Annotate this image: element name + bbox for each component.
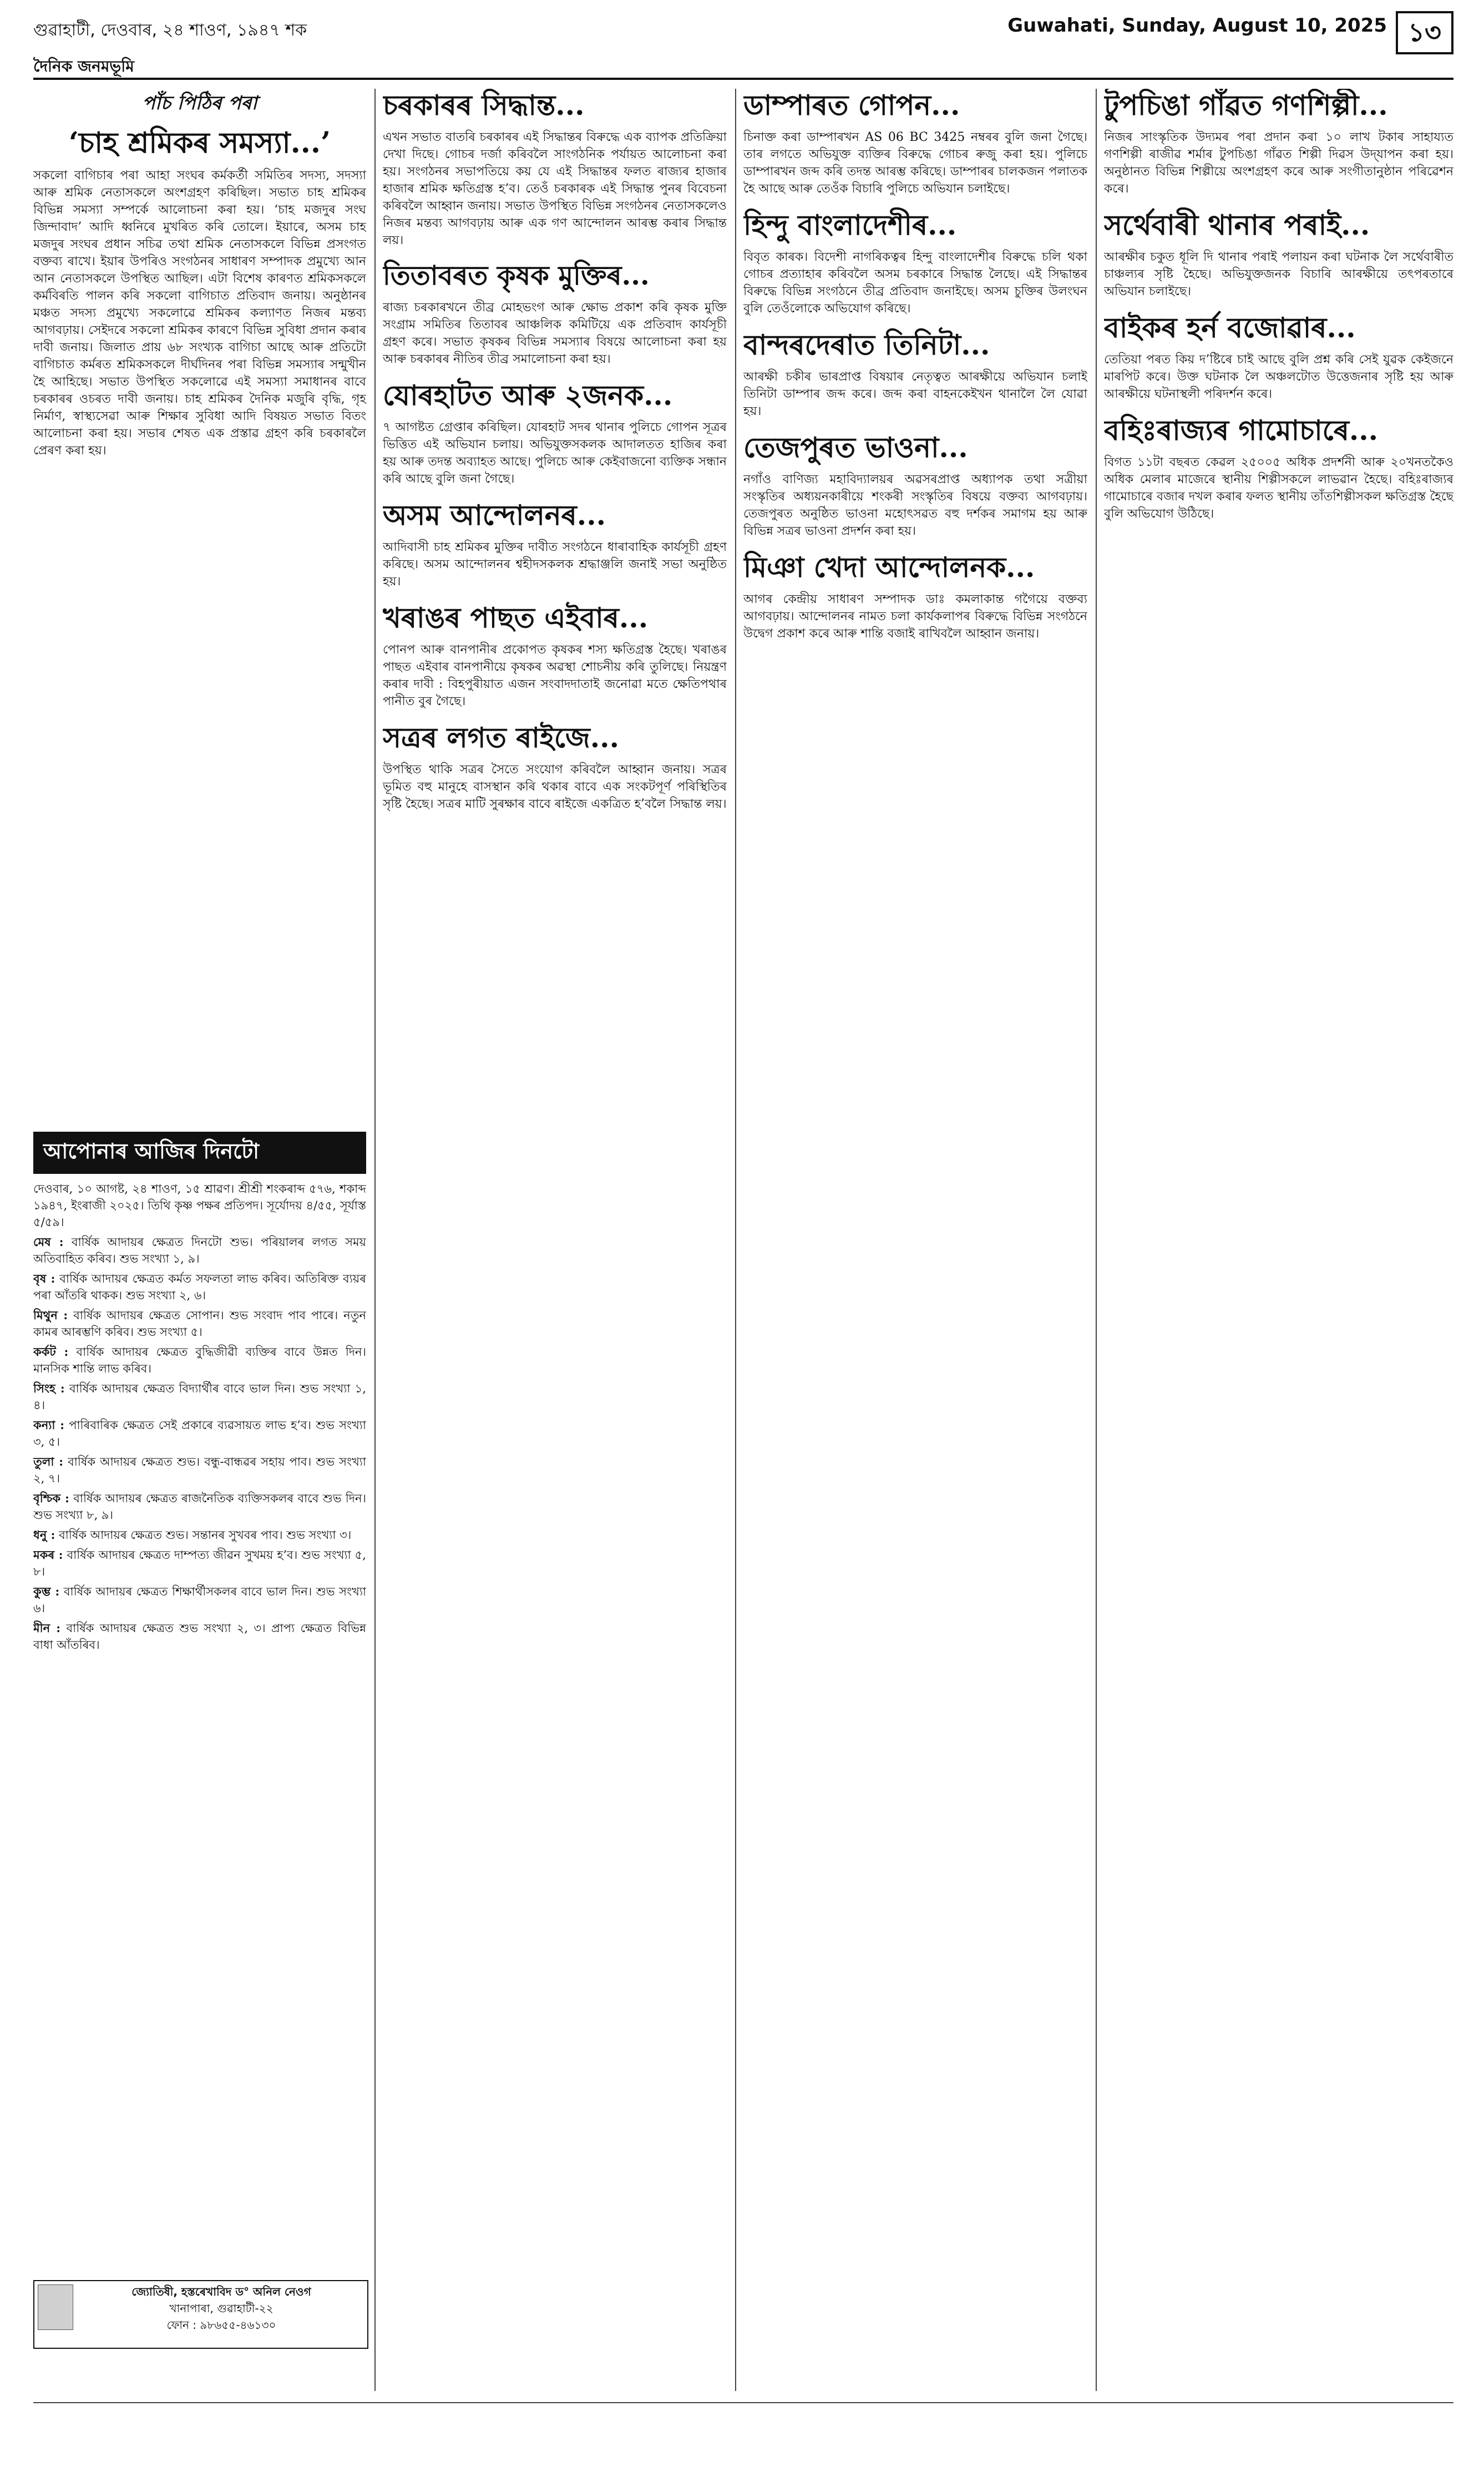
headline: তেজপুৰত ভাওনা... [743,431,968,464]
zodiac-text: বাৰ্ষিক আদায়ৰ ক্ষেত্ৰত শুভ। বন্ধু-বান্ধৱৰ সহায় পাব। শুভ সংখ্যা ২, ৭। [33,1455,366,1485]
zodiac-text: পাৰিবাৰিক ক্ষেত্ৰত সেই প্ৰকাৰে ব্যৱসায়ত লাভ হ’ব। শুভ সংখ্যা ৩, ৫। [33,1419,366,1448]
zodiac-text: বাৰ্ষিক আদায়ৰ ক্ষেত্ৰত শুভ। সন্তানৰ সুখবৰ পাব। শুভ সংখ্যা ৩। [59,1528,352,1542]
zodiac-text: বাৰ্ষিক আদায়ৰ ক্ষেত্ৰত কৰ্মত সফলতা লাভ কৰিব। অতিৰিক্ত ব্যয়ৰ পৰা আঁতৰি থাকক। শুভ সংখ্যা ২, ৬। [33,1272,366,1302]
article-body: ৰাজ্য চৰকাৰখনে তীব্ৰ মোহভংগ আৰু ক্ষোভ প্ৰকাশ কৰি কৃষক মুক্তি সংগ্ৰাম সমিতিৰ তিতাবৰ আঞ্চলিক কমিটিয়ে এক প্ৰতিবাদ কাৰ্যসূচী গ্ৰহণ কৰে। সভাত কৃষকৰ বিভিন্ন সমস্যাৰ বিষয়ে আলোচনা কৰা হয় আৰু চৰকাৰৰ নীতিৰ তীব্ৰ সমালোচনা কৰা হয়। [383,300,727,366]
article-body: চিনাক্ত কৰা ডাম্পাৰখন AS 06 BC 3425 নম্বৰৰ বুলি জনা গৈছে। তাৰ লগতে অভিযুক্ত ব্যক্তিৰ বিৰুদ্ধে গোচৰ ৰুজু কৰা হয়। পুলিচে ডাম্পাৰখন জব্দ কৰি তদন্ত আৰম্ভ কৰিছে। ডাম্পাৰৰ চালকজন পলাতক হৈ আছে আৰু তেওঁক বিচাৰি পুলিচে অভিযান চলাইছে। [743,130,1087,196]
col4-stories [1104,89,1453,2391]
zodiac-text: বাৰ্ষিক আদায়ৰ ক্ষেত্ৰত বুদ্ধিজীৱী ব্যক্তিৰ বাবে উন্নত দিন। মানসিক শান্তি লাভ কৰিব। [33,1345,366,1375]
headline: হিন্দু বাংলাদেশীৰ... [743,209,957,241]
headline: সত্ৰৰ লগত ৰাইজে... [383,721,619,754]
headline: অসম আন্দোলনৰ... [383,498,606,531]
headline: বহিঃৰাজ্যৰ গামোচাৰে... [1104,414,1379,447]
article-body: নিজৰ সাংস্কৃতিক উদ্যমৰ পৰা প্ৰদান কৰা ১০ লাখ টকাৰ সাহায্যত গণশিল্পী ৰাজীৱ শৰ্মাৰ টুপচিঙা গাঁৱত শিল্পী দিৱস উদ্‌যাপন কৰা হয়। অনুষ্ঠানত বিভিন্ন শিল্পীয়ে অংশগ্ৰহণ কৰে আৰু সংগীতানুষ্ঠান পৰিৱেশন কৰে। [1104,130,1453,196]
zodiac-sign: কুম্ভ : [33,1584,60,1598]
zodiac-sign: মকৰ : [33,1548,63,1562]
newspaper-name: দৈনিক জনমভূমি [33,57,134,75]
horoscope-item [33,1547,366,1580]
zodiac-sign: বৃশ্চিক : [33,1491,69,1505]
column-divider [1096,89,1097,2391]
horoscope-item [33,1344,366,1377]
right-dateline: Guwahati, Sunday, August 10, 2025 [1007,14,1387,37]
zodiac-sign: বৃষ : [33,1272,55,1285]
astrologer-photo [38,2284,73,2330]
zodiac-text: বাৰ্ষিক আদায়ৰ ক্ষেত্ৰত ৰাজনৈতিক ব্যক্তিসকলৰ বাবে শুভ দিন। শুভ সংখ্যা ৮, ৯। [33,1492,366,1522]
zodiac-text: বাৰ্ষিক আদায়ৰ ক্ষেত্ৰত দিনটো শুভ। পৰিয়ালৰ লগত সময় অতিবাহিত কৰিব। শুভ সংখ্যা ১, ৯। [33,1235,366,1265]
article-body: আগৰ কেন্দ্ৰীয় সাধাৰণ সম্পাদক ডাঃ কমলাকান্ত গগৈয়ে বক্তব্য আগবঢ়ায়। আন্দোলনৰ নামত চলা কাৰ্যকলাপৰ বিৰুদ্ধে বিভিন্ন সংগঠনে উদ্বেগ প্ৰকাশ কৰে আৰু শান্তি বজাই ৰাখিবলৈ আহ্বান জনায়। [743,592,1087,641]
horoscope-item [33,1417,366,1450]
article-body: পোনপ আৰু বানপানীৰ প্ৰকোপত কৃষকৰ শস্য ক্ষতিগ্ৰস্ত হৈছে। খৰাঙৰ পাছত এইবাৰ বানপানীয়ে কৃষকৰ অৱস্থা শোচনীয় কৰি তুলিছে। নিয়ন্ত্ৰণ কৰাৰ দাবী : বিহপুৰীয়াত এজন সংবাদদাতাই জনোৱা মতে ক্ষেতিপথাৰ পানীত বুৰ গৈছে। [383,642,727,708]
zodiac-sign: ধনু : [33,1528,55,1542]
page-number: ১৩ [1396,11,1453,54]
zodiac-text: বাৰ্ষিক আদায়ৰ ক্ষেত্ৰত সোপান। শুভ সংবাদ পাব পাৰে। নতুন কামৰ আৰম্ভণি কৰিব। শুভ সংখ্যা ৫। [33,1309,366,1339]
footer-rule [33,2402,1453,2403]
zodiac-sign: মীন : [33,1621,61,1635]
col3-stories [743,89,1087,2391]
horoscope-heading: আপোনাৰ আজিৰ দিনটো [33,1132,366,1174]
headline: ‘চাহ শ্ৰমিকৰ সমস্যা...’ [68,126,331,160]
col2-stories [383,89,727,2391]
article-body: আৰক্ষীৰ চকুত ধূলি দি থানাৰ পৰাই পলায়ন কৰা ঘটনাক লৈ সৰ্থেবাৰীত চাঞ্চল্যৰ সৃষ্টি হৈছে। অভিযুক্তজনক বিচাৰি আৰক্ষীয়ে তৎপৰতাৰে অভিযান চলাইছে। [1104,250,1453,298]
zodiac-text: বাৰ্ষিক আদায়ৰ ক্ষেত্ৰত বিদ্যাৰ্থীৰ বাবে ভাল দিন। শুভ সংখ্যা ১, ৪। [33,1382,366,1412]
article-body: বিগত ১১টা বছৰত কেৱল ২৫০০৫ অধিক প্ৰদৰ্শনী আৰু ২০খনতকৈও অধিক মেলাৰ মাজেৰে স্থানীয় শিল্পীসকলে লাভৱান হৈছে। বহিঃৰাজ্যৰ গামোচাৰে বজাৰ দখল কৰাৰ ফলত স্থানীয় তাঁতশিল্পীসকল ক্ষতিগ্ৰস্ত হৈছে বুলি অভিযোগ উঠিছে। [1104,455,1453,521]
zodiac-text: বাৰ্ষিক আদায়ৰ ক্ষেত্ৰত দাম্পত্য জীৱন সুখময় হ’ব। শুভ সংখ্যা ৫, ৮। [33,1548,366,1578]
headline: তিতাবৰত কৃষক মুক্তিৰ... [383,260,650,291]
ad-name: জ্যোতিষী, হস্তৰেখাবিদ ড° অনিল নেওগ [131,2285,311,2298]
article-body: তেতিয়া পৰত কিয় দ’ষ্টিৰে চাই আছে বুলি প্ৰশ্ন কৰি সেই যুৱক কেইজনে মাৰপিট কৰে। উক্ত ঘটনাক লৈ অঞ্চলটোত উত্তেজনাৰ সৃষ্টি হয় আৰু আৰক্ষীয়ে ঘটনাস্থলী পৰিদৰ্শন কৰে। [1104,353,1453,401]
astrologer-ad [33,2280,368,2349]
zodiac-sign: মেষ : [33,1235,64,1249]
article-body: নগাঁও বাণিজ্য মহাবিদ্যালয়ৰ অৱসৰপ্ৰাপ্ত অধ্যাপক তথা সত্ৰীয়া সংস্কৃতিৰ অধ্যয়নকাৰীয়ে শংকৰী সংস্কৃতিৰ বিষয়ে বক্তব্য আগবঢ়ায়। তেজপুৰত অনুষ্ঠিত ভাওনা মহোৎসৱত বহু দৰ্শকৰ সমাগম হয় আৰু বিভিন্ন সত্ৰৰ ভাওনা প্ৰদৰ্শন কৰা হয়। [743,473,1087,538]
headline: সৰ্থেবাৰী থানাৰ পৰাই... [1104,209,1370,241]
left-dateline: গুৱাহাটী, দেওবাৰ, ২৪ শাওণ, ১৯৪৭ শক [33,21,307,40]
article-body: উপস্থিত থাকি সত্ৰৰ সৈতে সংযোগ কৰিবলৈ আহ্বান জনায়। সত্ৰৰ ভূমিত বহু মানুহে বাসস্থান কৰি থকাৰ বাবে এক সংকটপূৰ্ণ পৰিস্থিতিৰ সৃষ্টি হৈছে। সত্ৰৰ মাটি সুৰক্ষাৰ বাবে ৰাইজে একত্ৰিত হ’বলৈ সিদ্ধান্ত লয়। [383,762,727,811]
horoscope-list [33,1234,366,1653]
horoscope-item [33,1620,366,1653]
header-rule [33,78,1453,80]
horoscope-box [33,1132,366,2258]
horoscope-item [33,1490,366,1523]
horoscope-item [33,1583,366,1617]
page-header [33,11,1453,47]
zodiac-sign: কৰ্কট : [33,1345,69,1359]
horoscope-item [33,1234,366,1267]
horoscope-intro: দেওবাৰ, ১০ আগষ্ট, ২৪ শাওণ, ১৫ শ্ৰাৱণ। শ্ৰীশ্ৰী শংকৰাব্দ ৫৭৬, শকাব্দ ১৯৪৭, ইংৰাজী ২০২৫। তিথি কৃষ্ণ পক্ষৰ প্ৰতিপদ। সূৰ্যোদয় ৪/৫৫, সূৰ্যাস্ত ৫/৫৯। [33,1182,366,1229]
horoscope-item [33,1307,366,1340]
article-body: সকলো বাগিচাৰ পৰা আহা সংঘৰ কৰ্মকৰ্তী সমিতিৰ সদস্য, সদস্যা আৰু শ্ৰমিক নেতাসকলে অংশগ্ৰহণ কৰিছিল। সভাত চাহ শ্ৰমিকৰ বিভিন্ন সমস্যা সম্পৰ্কে আলোচনা কৰা হয়। ‘চাহ মজদুৰ সংঘ জিন্দাবাদ’ আদি ধ্বনিৰে মুখৰিত কৰি তোলে। ইয়াৰে, অসম চাহ মজদুৰ সংঘৰ প্ৰধান সচিৱ তথা শ্ৰমিক নেতাসকলে বিভিন্ন প্ৰসংগত বক্তব্য ৰাখে। ইয়াৰ উপৰিও সংগঠনৰ সাধাৰণ সম্পাদক প্ৰমুখ্যে আন আন নেতাসকলে উপস্থিত আছিল। এটা বিশেষ কাৰণত শ্ৰমিকসকলে কৰ্মবিৰতি পালন কৰি সকলো বাগিচাত প্ৰতিবাদ জনায়। অনুষ্ঠানৰ মঞ্চত সদস্য প্ৰমুখ্যে সকলোৱে শ্ৰমিকৰ কল্যাণত নিজৰ মন্তব্য আগবঢ়ায়। সেইদৰে সকলো শ্ৰমিকৰ কাৰণে বিভিন্ন সুবিধা প্ৰদান কৰাৰ দাবী জনায়। জিলাত প্ৰায় ৬৮ সংখ্যক বাগিচা আছে আৰু প্ৰতিটো বাগিচাত কৰ্মৰত শ্ৰমিকসকলে দীৰ্ঘদিনৰ পৰা বিভিন্ন সমস্যাৰ সন্মুখীন হৈ আহিছে। সভাত উপস্থিত সকলোৱে এই সমস্যা সমাধানৰ বাবে চৰকাৰৰ ওচৰত দাবী জনায়। চাহ শ্ৰমিকৰ দৈনিক মজুৰি বৃদ্ধি, গৃহ নিৰ্মাণ, স্বাস্থ্যসেৱা আৰু শিক্ষাৰ সুবিধা আদি বিষয়ত সভাত বিতং আলোচনা কৰা হয়। সভাৰ শেষত এক প্ৰস্তাৱ গ্ৰহণ কৰি চৰকাৰলৈ প্ৰেৰণ কৰা হয়। [33,169,366,458]
zodiac-sign: মিথুন : [33,1308,68,1322]
zodiac-text: বাৰ্ষিক আদায়ৰ ক্ষেত্ৰত শিক্ষাৰ্থীসকলৰ বাবে ভাল দিন। শুভ সংখ্যা ৬। [33,1585,366,1615]
headline: বাইকৰ হৰ্ন বজোৱাৰ... [1104,311,1356,344]
column-divider [374,89,376,2391]
horoscope-item [33,1527,366,1543]
horoscope-item [33,1453,366,1487]
zodiac-sign: তুলা : [33,1455,63,1468]
headline: চৰকাৰৰ সিদ্ধান্ত... [383,89,585,121]
ad-address: খানাপাৰা, গুৱাহাটী-২২ [169,2302,273,2315]
col1-story [33,89,366,1126]
article-body: এখন সভাত বাতৰি চৰকাৰৰ এই সিদ্ধান্তৰ বিৰুদ্ধে এক ব্যাপক প্ৰতিক্ৰিয়া দেখা দিছে। গোচৰ দৰ্জা কৰিবলৈ সাংগঠনিক পৰ্যায়ত আলোচনা কৰা হয়। সংগঠনৰ সভাপতিয়ে কয় যে এই সিদ্ধান্তৰ ফলত ৰাজ্যৰ হাজাৰ হাজাৰ শ্ৰমিক ক্ষতিগ্ৰস্ত হ’ব। তেওঁ চৰকাৰক এই সিদ্ধান্ত পুনৰ বিবেচনা কৰিবলৈ আহ্বান জনায়। সভাত উপস্থিত বিভিন্ন সংগঠনৰ নেতাসকলেও নিজৰ মন্তব্য আগবঢ়ায় আৰু এক গণ আন্দোলন আৰম্ভ কৰাৰ সিদ্ধান্ত লয়। [383,130,727,247]
horoscope-item [33,1380,366,1414]
horoscope-item [33,1270,366,1304]
headline: খৰাঙৰ পাছত এইবাৰ... [383,601,649,634]
article-body: আৰক্ষী চকীৰ ভাৰপ্ৰাপ্ত বিষয়াৰ নেতৃত্বত আৰক্ষীয়ে অভিযান চলাই তিনিটা ডাম্পাৰ জব্দ কৰে। জব্দ কৰা বাহনকেইখন থানালৈ লৈ যোৱা হয়। [743,370,1087,418]
headline: যোৰহাটত আৰু ২জনক... [383,378,673,412]
zodiac-sign: কন্যা : [33,1418,64,1432]
article-body: আদিবাসী চাহ শ্ৰমিকৰ মুক্তিৰ দাবীত সংগঠনে ধাৰাবাহিক কাৰ্যসূচী গ্ৰহণ কৰিছে। অসম আন্দোলনৰ শ্বহীদসকলক শ্ৰদ্ধাঞ্জলি জনাই সভা অনুষ্ঠিত হয়। [383,540,727,589]
column-divider [735,89,736,2391]
zodiac-sign: সিংহ : [33,1381,65,1395]
headline: ডাম্পাৰত গোপন... [743,89,960,121]
headline: বান্দৰদেৰাত তিনিটা... [743,328,990,361]
zodiac-text: বাৰ্ষিক আদায়ৰ ক্ষেত্ৰত শুভ সংখ্যা ২, ৩। প্ৰাপ্য ক্ষেত্ৰত বিভিন্ন বাধা আঁতৰিব। [33,1622,366,1652]
headline: মিঞা খেদা আন্দোলনক... [743,551,1035,584]
article-body: বিবৃত কাৰক। বিদেশী নাগৰিকত্বৰ হিন্দু বাংলাদেশীৰ বিৰুদ্ধে চলি থকা গোচৰ প্ৰত্যাহাৰ কৰিবলৈ অসম চৰকাৰে সিদ্ধান্ত লৈছে। এই সিদ্ধান্তৰ বিৰুদ্ধে বিভিন্ন সংগঠনে তীব্ৰ প্ৰতিবাদ জনাইছে। অসম চুক্তিৰ উলংঘন বুলি তেওঁলোকে অভিযোগ কৰিছে। [743,250,1087,316]
ad-phone: ফোন : ৯৮৬৫৫-৪৬১৩০ [166,2318,276,2332]
headline: টুপচিঙা গাঁৱত গণশিল্পী... [1104,89,1388,121]
continuation-tag: পাঁচ পিঠিৰ পৰা [142,92,257,114]
article-body: ৭ আগষ্টত গ্ৰেপ্তাৰ কৰিছিল। যোৰহাট সদৰ থানাৰ পুলিচে গোপন সূত্ৰৰ ভিত্তিত এই অভিযান চলায়। অভিযুক্তসকলক আদালতত হাজিৰ কৰা হয় আৰু তদন্ত অব্যাহত আছে। পুলিচে আৰু কেইবাজনো ব্যক্তিক সন্ধান কৰি আছে বুলি জনা গৈছে। [383,420,727,486]
